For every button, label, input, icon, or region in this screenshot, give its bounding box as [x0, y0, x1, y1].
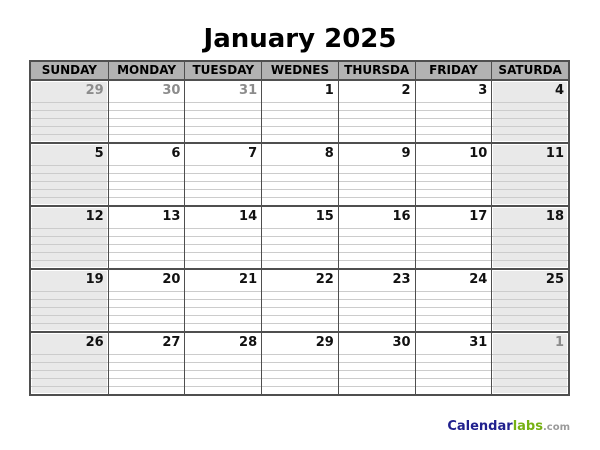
rule-line	[492, 362, 568, 370]
rule-line	[31, 110, 108, 118]
rule-line	[416, 126, 492, 134]
day-cell-1-adjacent	[491, 333, 568, 394]
day-number: 13	[162, 209, 181, 224]
rule-line	[185, 370, 261, 378]
rule-line	[109, 315, 185, 323]
rule-line	[416, 252, 492, 260]
day-cell-21	[184, 270, 261, 331]
rule-line	[109, 244, 185, 252]
day-cell-23	[338, 270, 415, 331]
rule-line	[492, 315, 568, 323]
rule-line	[339, 244, 415, 252]
rule-line	[339, 165, 415, 173]
rule-line	[492, 252, 568, 260]
rule-line	[416, 173, 492, 181]
rule-line	[185, 173, 261, 181]
rule-line	[262, 291, 338, 299]
rule-line	[31, 189, 108, 197]
rule-line	[339, 197, 415, 205]
rule-line	[31, 252, 108, 260]
rule-line	[185, 118, 261, 126]
rule-line	[262, 197, 338, 205]
day-number: 3	[478, 83, 488, 98]
rule-line	[31, 315, 108, 323]
rule-line	[185, 378, 261, 386]
rule-line	[416, 244, 492, 252]
rule-line	[262, 236, 338, 244]
rule-line	[492, 126, 568, 134]
rule-line	[416, 323, 492, 331]
weekday-header-row	[31, 62, 568, 79]
day-cell-10	[415, 144, 492, 205]
day-number: 27	[162, 335, 181, 350]
rule-line	[109, 134, 185, 142]
rule-line	[109, 126, 185, 134]
day-number: 6	[171, 146, 181, 161]
rule-line	[492, 181, 568, 189]
rule-line	[31, 299, 108, 307]
logo-com-text: .com	[542, 422, 570, 433]
rule-line	[492, 118, 568, 126]
rule-line	[185, 165, 261, 173]
weekday-header-monday: MONDAY	[108, 62, 185, 79]
rule-line	[185, 260, 261, 268]
rule-line	[416, 118, 492, 126]
rule-line	[492, 354, 568, 362]
day-cell-6	[108, 144, 185, 205]
day-cell-26	[31, 333, 108, 394]
rule-line	[262, 181, 338, 189]
rule-line	[185, 244, 261, 252]
rule-line	[262, 165, 338, 173]
rule-line	[109, 189, 185, 197]
day-number: 22	[315, 272, 334, 287]
rule-line	[31, 126, 108, 134]
rule-line	[416, 370, 492, 378]
rule-line	[492, 228, 568, 236]
rule-line	[339, 252, 415, 260]
rule-line	[31, 386, 108, 394]
day-cell-24	[415, 270, 492, 331]
day-number: 8	[324, 146, 334, 161]
rule-line	[262, 378, 338, 386]
rule-line	[185, 307, 261, 315]
rule-line	[416, 102, 492, 110]
rule-line	[416, 299, 492, 307]
day-cell-9	[338, 144, 415, 205]
rule-line	[31, 197, 108, 205]
rule-line	[262, 260, 338, 268]
day-number: 1	[324, 83, 334, 98]
rule-line	[31, 102, 108, 110]
rule-line	[109, 118, 185, 126]
day-cell-29	[261, 333, 338, 394]
day-number: 29	[85, 83, 104, 98]
day-cell-15	[261, 207, 338, 268]
day-cell-27	[108, 333, 185, 394]
weekday-header-friday: FRIDAY	[415, 62, 492, 79]
rule-line	[416, 110, 492, 118]
rule-line	[262, 228, 338, 236]
rule-line	[185, 323, 261, 331]
rule-line	[109, 386, 185, 394]
rule-line	[492, 378, 568, 386]
rule-line	[492, 299, 568, 307]
day-cell-31	[415, 333, 492, 394]
day-number: 31	[239, 83, 258, 98]
rule-line	[262, 252, 338, 260]
rule-line	[262, 323, 338, 331]
rule-line	[339, 386, 415, 394]
rule-line	[185, 354, 261, 362]
week-row	[31, 205, 568, 268]
rule-line	[109, 291, 185, 299]
day-number: 19	[85, 272, 104, 287]
rule-line	[339, 110, 415, 118]
day-number: 30	[392, 335, 411, 350]
rule-line	[109, 354, 185, 362]
weekday-header-thursda: THURSDA	[338, 62, 415, 79]
rule-line	[492, 370, 568, 378]
rule-line	[492, 307, 568, 315]
rule-line	[262, 244, 338, 252]
day-number: 14	[239, 209, 258, 224]
calendar-title: January 2025	[203, 24, 397, 54]
day-number: 9	[401, 146, 411, 161]
day-cell-13	[108, 207, 185, 268]
rule-line	[416, 378, 492, 386]
day-cell-3	[415, 81, 492, 142]
rule-line	[262, 299, 338, 307]
rule-line	[109, 323, 185, 331]
rule-line	[339, 118, 415, 126]
rule-line	[109, 260, 185, 268]
rule-line	[109, 181, 185, 189]
rule-line	[416, 260, 492, 268]
rule-line	[339, 236, 415, 244]
rule-line	[339, 370, 415, 378]
footer	[29, 415, 570, 434]
day-number: 11	[545, 146, 564, 161]
rule-line	[339, 173, 415, 181]
day-number: 28	[239, 335, 258, 350]
rule-line	[262, 354, 338, 362]
rule-line	[492, 134, 568, 142]
rule-line	[185, 236, 261, 244]
day-number: 10	[469, 146, 488, 161]
rule-line	[492, 189, 568, 197]
calendar-grid	[29, 60, 570, 396]
logo-labs-text: labs	[512, 419, 543, 434]
rule-line	[416, 134, 492, 142]
day-number: 4	[554, 83, 564, 98]
rule-line	[262, 189, 338, 197]
rule-line	[109, 173, 185, 181]
rule-line	[339, 299, 415, 307]
rule-line	[31, 362, 108, 370]
rule-line	[185, 110, 261, 118]
rule-line	[31, 378, 108, 386]
rule-line	[339, 260, 415, 268]
rule-line	[31, 370, 108, 378]
day-cell-7	[184, 144, 261, 205]
rule-line	[416, 315, 492, 323]
rule-line	[185, 386, 261, 394]
day-number: 26	[85, 335, 104, 350]
rule-line	[31, 181, 108, 189]
day-cell-30	[338, 333, 415, 394]
rule-line	[262, 110, 338, 118]
rule-line	[109, 299, 185, 307]
day-cell-17	[415, 207, 492, 268]
day-number: 30	[162, 83, 181, 98]
rule-line	[185, 362, 261, 370]
day-number: 12	[85, 209, 104, 224]
day-number: 17	[469, 209, 488, 224]
rule-line	[339, 323, 415, 331]
week-row	[31, 142, 568, 205]
day-cell-19	[31, 270, 108, 331]
rule-line	[492, 197, 568, 205]
rule-line	[109, 110, 185, 118]
rule-line	[262, 307, 338, 315]
rule-line	[262, 362, 338, 370]
rule-line	[416, 189, 492, 197]
rule-line	[416, 165, 492, 173]
day-number: 25	[545, 272, 564, 287]
day-number: 24	[469, 272, 488, 287]
rule-line	[339, 307, 415, 315]
rule-line	[31, 134, 108, 142]
rule-line	[492, 244, 568, 252]
rule-line	[185, 189, 261, 197]
rule-line	[185, 299, 261, 307]
rule-line	[339, 362, 415, 370]
rule-line	[31, 260, 108, 268]
rule-line	[416, 291, 492, 299]
day-cell-29-adjacent	[31, 81, 108, 142]
rule-line	[492, 173, 568, 181]
rule-line	[492, 165, 568, 173]
rule-line	[31, 291, 108, 299]
rule-line	[339, 354, 415, 362]
rule-line	[262, 134, 338, 142]
rule-line	[492, 260, 568, 268]
rule-line	[416, 386, 492, 394]
rule-line	[109, 165, 185, 173]
rule-line	[416, 181, 492, 189]
rule-line	[339, 315, 415, 323]
day-number: 1	[554, 335, 564, 350]
rule-line	[339, 291, 415, 299]
rule-line	[31, 228, 108, 236]
rule-line	[31, 307, 108, 315]
rule-line	[262, 173, 338, 181]
day-number: 18	[545, 209, 564, 224]
day-cell-31-adjacent	[184, 81, 261, 142]
rule-line	[416, 236, 492, 244]
rule-line	[31, 165, 108, 173]
rule-line	[109, 362, 185, 370]
rule-line	[262, 126, 338, 134]
rule-line	[339, 189, 415, 197]
rule-line	[262, 315, 338, 323]
rule-line	[31, 244, 108, 252]
rule-line	[185, 228, 261, 236]
day-cell-8	[261, 144, 338, 205]
rule-line	[492, 323, 568, 331]
day-cell-11	[491, 144, 568, 205]
rule-line	[416, 307, 492, 315]
day-number: 2	[401, 83, 411, 98]
rule-line	[109, 307, 185, 315]
rule-line	[109, 370, 185, 378]
rule-line	[262, 370, 338, 378]
day-number: 16	[392, 209, 411, 224]
rule-line	[492, 386, 568, 394]
calendarlabs-logo-link[interactable]	[447, 415, 570, 434]
day-cell-28	[184, 333, 261, 394]
rule-line	[109, 236, 185, 244]
rule-line	[492, 291, 568, 299]
logo-calendar-text: Calendar	[447, 419, 513, 434]
rule-line	[109, 378, 185, 386]
weekday-header-sunday: SUNDAY	[41, 63, 97, 77]
day-number: 29	[315, 335, 334, 350]
rule-line	[31, 118, 108, 126]
day-cell-16	[338, 207, 415, 268]
rule-line	[185, 126, 261, 134]
rule-line	[339, 102, 415, 110]
rule-line	[416, 228, 492, 236]
rule-line	[416, 362, 492, 370]
rule-line	[185, 252, 261, 260]
rule-line	[185, 181, 261, 189]
day-number: 23	[392, 272, 411, 287]
day-cell-22	[261, 270, 338, 331]
rule-line	[31, 323, 108, 331]
rule-line	[339, 134, 415, 142]
rule-line	[492, 110, 568, 118]
day-cell-30-adjacent	[108, 81, 185, 142]
rule-line	[31, 236, 108, 244]
weekday-header-tuesday: TUESDAY	[184, 62, 261, 79]
day-number: 5	[94, 146, 104, 161]
week-row	[31, 331, 568, 394]
rule-line	[339, 378, 415, 386]
rule-line	[185, 102, 261, 110]
day-number: 20	[162, 272, 181, 287]
rule-line	[31, 354, 108, 362]
day-cell-2	[338, 81, 415, 142]
rule-line	[416, 197, 492, 205]
rule-line	[109, 228, 185, 236]
rule-line	[339, 126, 415, 134]
rule-line	[262, 118, 338, 126]
week-row	[31, 79, 568, 142]
weekday-header-saturda: SATURDA	[491, 62, 568, 79]
rule-line	[185, 291, 261, 299]
rule-line	[262, 102, 338, 110]
day-cell-12	[31, 207, 108, 268]
rule-line	[492, 236, 568, 244]
rule-line	[339, 228, 415, 236]
rule-line	[416, 354, 492, 362]
day-cell-18	[491, 207, 568, 268]
weekday-header-wednes: WEDNES	[261, 62, 338, 79]
day-cell-20	[108, 270, 185, 331]
day-cell-14	[184, 207, 261, 268]
rule-line	[109, 252, 185, 260]
rule-line	[185, 197, 261, 205]
rule-line	[109, 102, 185, 110]
rule-line	[492, 102, 568, 110]
rule-line	[185, 315, 261, 323]
day-cell-5	[31, 144, 108, 205]
day-cell-4	[491, 81, 568, 142]
rule-line	[339, 181, 415, 189]
day-cell-1	[261, 81, 338, 142]
day-number: 31	[469, 335, 488, 350]
day-number: 21	[239, 272, 258, 287]
calendar-weeks	[31, 79, 568, 394]
day-cell-25	[491, 270, 568, 331]
day-number: 7	[248, 146, 258, 161]
rule-line	[109, 197, 185, 205]
rule-line	[185, 134, 261, 142]
week-row	[31, 268, 568, 331]
rule-line	[31, 173, 108, 181]
rule-line	[262, 386, 338, 394]
day-number: 15	[315, 209, 334, 224]
